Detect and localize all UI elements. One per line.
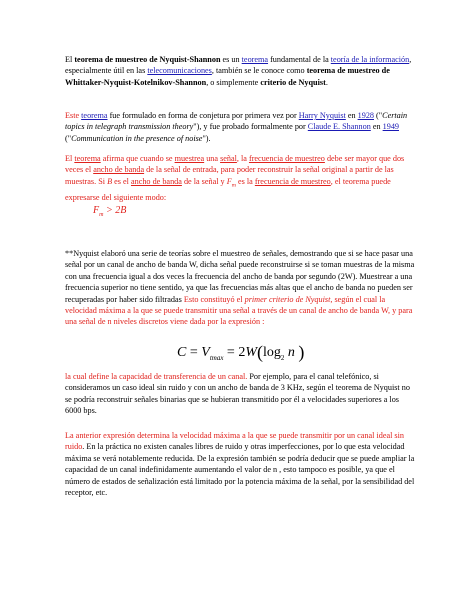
formula-eq2: = 2 [223,345,246,360]
text: , la [236,154,249,163]
link-telecomunicaciones[interactable]: telecomunicaciones [147,66,212,76]
text: de la señal y [181,176,227,186]
formula-eq: = [186,345,202,360]
text: El [65,55,75,64]
text: , el teorema puede expresarse del siguiente modo: [65,176,391,202]
paragraph-limits [65,430,417,498]
text: en [370,122,383,132]
link-claude-shannon[interactable]: Claude E. Shannon [307,122,371,132]
text: debe ser mayor que dos veces el [65,154,405,175]
formula-f: F [93,205,100,216]
text: es el [112,176,131,186]
text: "), y fue probado formalmente por [193,122,308,132]
formula-sampling [93,205,126,218]
paragraph-history [65,110,417,144]
text: fue formulado en forma de conjetura por primera vez por [107,111,299,120]
bold-term: criterio de Nyquist [260,77,326,87]
link-harry-nyquist[interactable]: Harry Nyquist [298,111,346,120]
formula-capacity [177,342,304,363]
text: , o simplemente [206,77,261,87]
text: . En la práctica no existen canales libres de ruido y otras imperfecciones, por lo que esta velocidad máxima se verá notablemente reducida. De la expresión también se podría deducir que se puede ampliar la capacidad de un canal indefinidamente aumentando el valor de n , esto tampoco es posible, ya que el número de estados de señalización está limitado por la potencia máxima de la señal, por la sensibilidad del receptor, etc. [65,442,415,498]
formula-c: C [177,345,187,360]
text: Por ejemplo, para el canal telefónico, si consideramos un caso ideal sin ruido y con un ancho de banda de 3 KHz, según el teorema de Nyquist no se podría reconstruir señales binarias que se hubieran transmitido por él a velocidades superiores a los 6000 bps. [65,372,410,416]
paragraph-statement [65,153,417,203]
link-frecuencia-muestreo[interactable]: frecuencia de muestreo [248,154,325,163]
formula-sub: tmax [209,353,224,362]
paren-open: ( [257,342,263,362]
link-frecuencia-muestreo[interactable]: frecuencia de muestreo [254,176,331,186]
link-ancho-banda[interactable]: ancho de banda [130,176,182,186]
italic-title: Communication in the presence of noise [71,133,203,143]
paragraph-intro [65,54,417,88]
text: Este [65,111,82,120]
text: afirma que cuando se [100,154,175,163]
text: fundamental de la [268,55,331,64]
subscript: m [231,182,236,189]
paragraph-capacity [65,371,417,417]
text: "). [202,133,211,143]
variable-b: B [107,176,113,186]
text: **Nyquist elaboró una serie de teorías sobre el muestreo de señales, demostrando que si se hace pasar una señal por un canal de ancho de banda W, dicha señal puede reconstruirse si se toman muestras de la misma con una frecuencia igual a dos veces la frecuencia del ancho de banda por segundo (2W). Muestrear a una frecuencia superior no tiene sentido, ya que las frecuencias más altas que el ancho de banda no pueden ser recuperadas por haber sido filtradas [65,249,415,304]
bold-term: teorema de muestreo de Nyquist-Shannon [74,55,221,64]
paren-close: ) [298,342,305,362]
red-text: , según el cual la velocidad máxima a la que se puede transmitir una señal a través de un canal de ancho de banda W, y para una señal de n niveles discretos viene dada por la expresión : [65,294,413,327]
formula-log: log [263,345,281,360]
variable-f: F [226,176,232,186]
link-senal[interactable]: señal [220,154,237,163]
text: . [325,77,328,87]
formula-rest: > 2B [103,205,127,216]
text: de la señal de entrada, para poder reconstruir la señal original a partir de las muestras. Si [65,165,394,186]
link-muestrea[interactable]: muestrea [174,154,205,163]
bold-term: teorema de muestreo de Whittaker-Nyquist-Kotelnikov-Shannon [65,66,390,87]
text: (" [65,133,72,143]
red-text: La anterior expresión determina la velocidad máxima a la que se puede transmitir por un canal ideal sin ruido [65,431,404,452]
text: (" [374,111,383,120]
paragraph-nyquist-theory [65,248,417,328]
text: en [345,111,358,120]
link-teorema[interactable]: teorema [81,111,108,120]
link-teorema[interactable]: teorema [74,154,101,163]
text: es un [220,55,242,64]
link-teoria-informacion[interactable]: teoría de la información [330,55,410,64]
red-text: Esto constituyó el [183,294,245,304]
formula-sub: m [99,212,104,218]
red-text: la cual define la capacidad de transferencia de un canal. [65,372,248,381]
text: es la [235,176,255,186]
link-teorema[interactable]: teorema [241,55,269,64]
formula-v: V [201,345,210,360]
red-italic-text: primer criterio de Nyquist [244,294,331,304]
link-ancho-banda[interactable]: ancho de banda [93,165,145,175]
italic-title: Certain topics in telegraph transmission theory [65,111,408,132]
text: una [204,154,221,163]
link-1928[interactable]: 1928 [357,111,374,120]
formula-w: W [245,345,257,360]
formula-n: n [284,345,299,360]
text: El [65,154,75,163]
formula-logsub: 2 [280,353,285,362]
text: , especialmente útil en las [65,55,412,76]
text: , también se le conoce como [211,66,307,76]
link-1949[interactable]: 1949 [382,122,399,132]
